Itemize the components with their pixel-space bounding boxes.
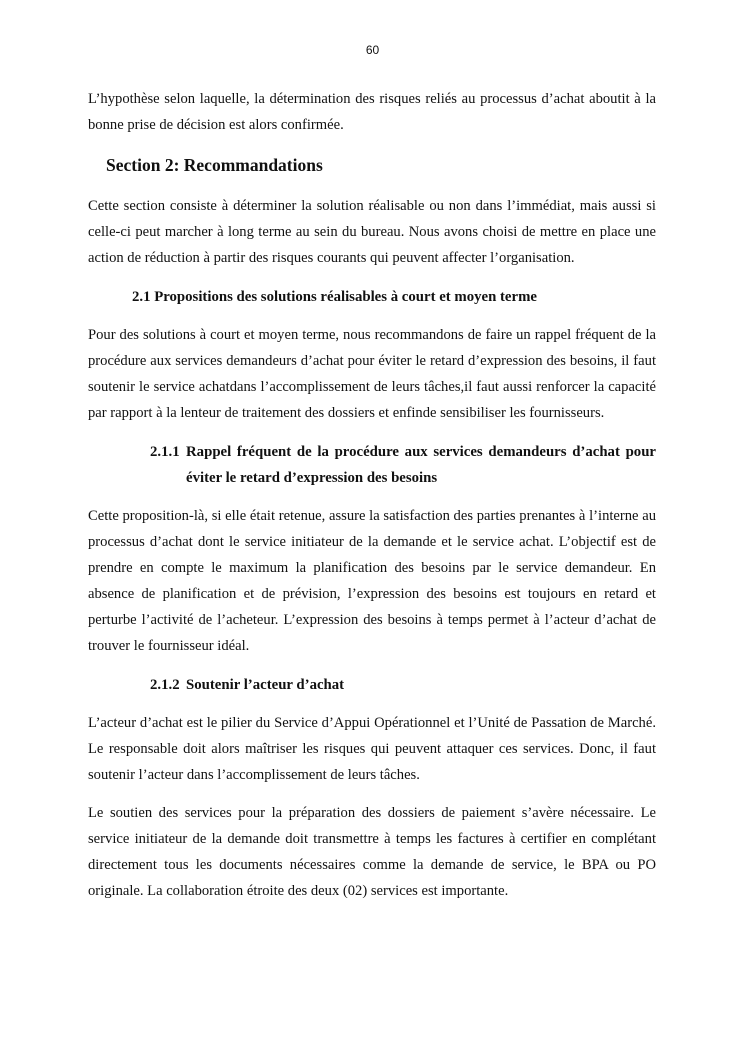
paragraph-short-term-solutions: Pour des solutions à court et moyen terme, nous recommandons de faire un rappel fréquent de la procédure aux services demandeurs d’achat pour éviter le retard d’expression des besoins, il faut soutenir le service achatdans l’accomplissement de leurs tâches,il faut aussi renforcer la capacité par rapport à la lenteur de traitement des dossiers et enfinde sensibiliser les fournisseurs. <box>88 327 656 421</box>
paragraph-proposition: Cette proposition-là, si elle était retenue, assure la satisfaction des parties prenantes à l’interne au processus d’achat dont le service initiateur de la demande et le service achat. L’objectif est de prendre en compte le maximum la planification des besoins par le service demandeur. En absence de planification et de prévision, l’expression des besoins est toujours en retard et perturbe l’activité de l’acheteur. L’expression des besoins à temps permet à l’acteur d’achat de trouver le fournisseur idéal. <box>88 508 656 654</box>
paragraph-hypothesis: L’hypothèse selon laquelle, la détermination des risques reliés au processus d’achat aboutit à la bonne prise de décision est alors confirmée. <box>88 91 656 133</box>
subsection-heading-2-1-2 <box>88 672 656 698</box>
subsection-heading-2-1-1 <box>88 439 656 491</box>
heading-number: 2.1.1 <box>150 444 180 460</box>
heading-text: Soutenir l’acteur d’achat <box>186 677 345 693</box>
paragraph-section-intro: Cette section consiste à déterminer la solution réalisable ou non dans l’immédiat, mais aussi si celle-ci peut marcher à long terme au sein du bureau. Nous avons choisi de mettre en place une action de réduction à partir des risques courants qui peuvent affecter l’organisation. <box>88 198 656 266</box>
subsection-heading-2-1: 2.1 Propositions des solutions réalisables à court et moyen terme <box>132 289 537 305</box>
section-title: Section 2: Recommandations <box>106 155 323 175</box>
page-number: 60 <box>365 43 380 57</box>
paragraph-purchase-actor: L’acteur d’achat est le pilier du Service d’Appui Opérationnel et l’Unité de Passation de Marché. Le responsable doit alors maîtriser les risques qui peuvent attaquer ces services. Donc, il faut soutenir l’acteur dans l’accomplissement de leurs tâches. <box>88 715 656 783</box>
paragraph-services-support: Le soutien des services pour la préparation des dossiers de paiement s’avère nécessaire. Le service initiateur de la demande doit transmettre à temps les factures à certifier en complétant directement tous les documents nécessaires comme la demande de service, le BPA ou PO originale. La collaboration étroite des deux (02) services est importante. <box>88 805 656 899</box>
heading-text: Rappel fréquent de la procédure aux services demandeurs d’achat pour éviter le retard d’expression des besoins <box>186 444 656 486</box>
heading-number: 2.1.2 <box>150 677 180 693</box>
document-body <box>88 86 656 904</box>
